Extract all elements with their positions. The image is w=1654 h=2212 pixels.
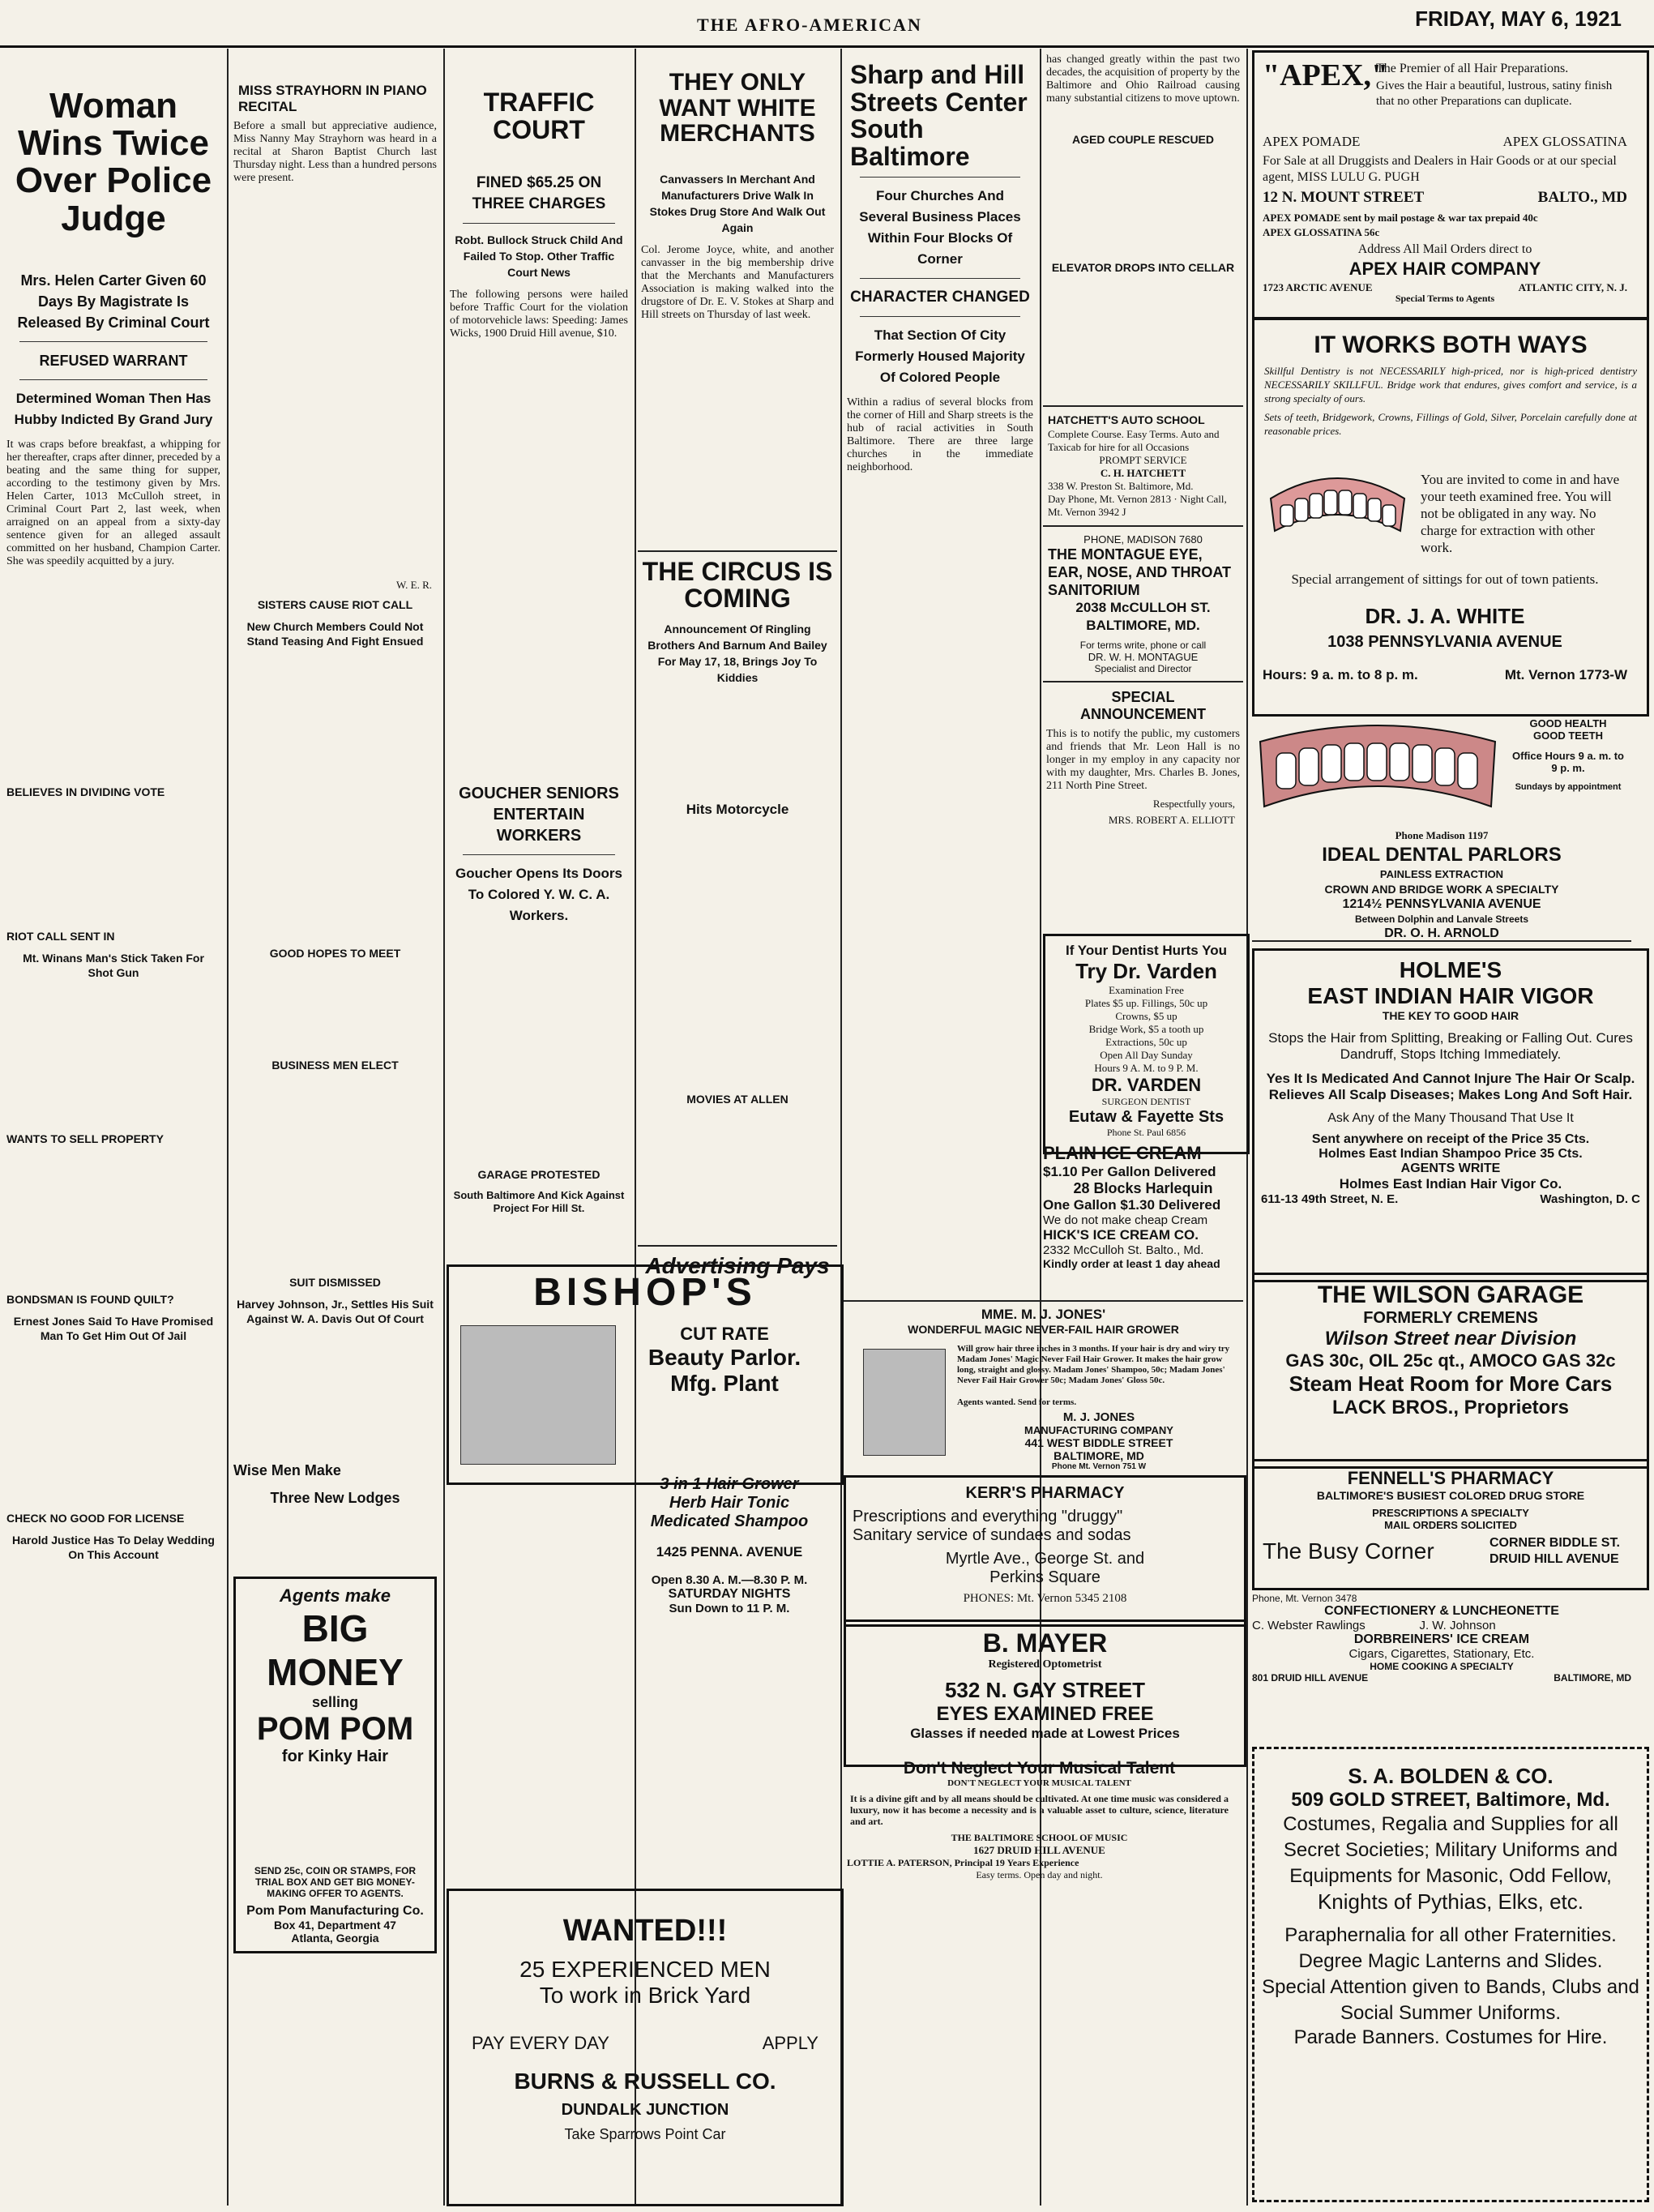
bishops-name: BISHOP'S [533,1271,757,1314]
holmes-l2: Yes It Is Medicated And Cannot Injure The Hair Or Scalp. Relieves All Scalp Diseases; Makes Long And Soft Hair. [1266,1071,1635,1102]
headline-traffic-court: TRAFFIC COURT [483,88,595,144]
holmes-l1: Stops the Hair from Splitting, Breaking or Falling Out. Cures Dandruff, Stops Itching Immediately. [1268,1030,1633,1062]
montague-address: 2038 McCULLOH ST. BALTIMORE, MD. [1075,600,1211,633]
ideal-between: Between Dolphin and Lanvale Streets [1354,913,1529,925]
article-body-filler [230,1517,440,1573]
ad-pom-pom-name: POM POM [256,1711,414,1747]
ad-agents-make: Agents make [280,1585,391,1606]
teeth-icon [1263,466,1413,555]
bolden-l2: Knights of Pythias, Elks, etc. [1317,1889,1584,1914]
jones-portrait [863,1349,946,1456]
divider [19,341,207,342]
column-5 [844,49,1036,1297]
white-special: Special arrangement of sittings for out of town patients. [1291,571,1599,587]
music-address: 1627 DRUID HILL AVENUE [973,1844,1105,1856]
montague-terms: For terms write, phone or call [1079,640,1207,651]
ad-big-money: BIG MONEY [267,1607,404,1693]
ad-holmes [1252,948,1649,1282]
fennell-mail: MAIL ORDERS SOLICITED [1384,1519,1517,1531]
divider [19,379,207,380]
varden-l1: If Your Dentist Hurts You [1066,943,1227,958]
white-phone: Mt. Vernon 1773-W [1504,667,1627,682]
ad-music [847,1759,1232,1881]
deck-ernest-jones: Ernest Jones Said To Have Promised Man To Get Him Out Of Jail [13,1314,214,1342]
divider [860,177,1020,178]
holmes-l4: Sent anywhere on receipt of the Price 35 Cts. [1311,1132,1590,1146]
bishops-details [623,1324,826,1397]
article-body: Within a radius of several blocks from the corner of Hill and Sharp streets is the hub of racial activities in South Baltimore. There are three large churches in the immediate neighborhood. [847,396,1033,474]
ad-kinky-hair: for Kinky Hair [281,1748,389,1765]
varden-l5: Crowns, $5 up [1115,1010,1177,1022]
headline-woman-wins: Woman Wins Twice Over Police Judge [15,86,212,238]
divider [463,223,615,224]
ideal-painless: PAINLESS EXTRACTION [1379,868,1504,880]
headline-elevator: ELEVATOR DROPS INTO CELLAR [1051,261,1235,274]
jones-co4: BALTIMORE, MD [1054,1449,1144,1462]
bolden-l1: Costumes, Regalia and Supplies for all Secret Societies; Military Uniforms and Equipments for Masonic, Odd Fellow, [1283,1813,1618,1887]
article-body-filler [3,1351,224,1505]
mayer-glasses: Glasses if needed made at Lowest Prices [910,1726,1180,1741]
holmes-l7: Holmes East Indian Hair Vigor Co. [1339,1176,1562,1192]
bishops-hours: Open 8.30 A. M.—8.30 P. M. [651,1573,808,1587]
headline-suit: SUIT DISMISSED [289,1276,381,1289]
ideal-doctor: DR. O. H. ARNOLD [1384,926,1499,940]
fennell-rx: PRESCRIPTIONS A SPECIALTY [1372,1507,1529,1519]
headline-aged-couple: AGED COUPLE RESCUED [1071,133,1215,146]
divider [1043,525,1243,527]
apex-pomade: APEX POMADE [1263,134,1361,149]
ad-send: SEND 25c, COIN OR STAMPS, FOR TRIAL BOX AND GET BIG MONEY-MAKING OFFER TO AGENTS. [254,1865,417,1899]
signature: W. E. R. [396,579,432,591]
bolden-l5: Parade Banners. Costumes for Hire. [1293,2026,1608,2048]
hatchett-line5: Day Phone, Mt. Vernon 2813 · Night Call, Mt. Vernon 3942 J [1048,493,1227,518]
article-body-filler [230,1075,440,1269]
divider [638,550,837,552]
kerr-l4: Perkins Square [989,1568,1101,1586]
white-invite: You are invited to come in and have your teeth examined free. You will not be obligated in any way. No charge for extraction with other work. [1421,472,1620,555]
column-2 [230,49,440,2206]
holmes-l3: Ask Any of the Many Thousand That Use It [1327,1111,1574,1125]
article-body-filler [230,657,440,940]
apex-glossatina-price: APEX GLOSSATINA 56c [1263,226,1380,238]
varden-l8: Open All Day Sunday [1100,1049,1193,1061]
article-body-filler [1043,277,1243,399]
special-announcement: ANNOUNCEMENT [1080,706,1206,722]
ad-rawlings [1252,1593,1631,1684]
bishops-addr: 1425 PENNA. AVENUE [656,1544,803,1560]
holmes-title: HOLME'S [1399,957,1502,982]
special-heading: SPECIAL [1111,689,1175,705]
deck-carter: Mrs. Helen Carter Given 60 Days By Magistrate Is Released By Criminal Court [17,272,210,331]
column-rule [1040,49,1041,2206]
column-rule [635,49,636,2206]
rawlings-title: CONFECTIONERY & LUNCHEONETTE [1324,1604,1559,1618]
wilson-title: THE WILSON GARAGE [1317,1281,1584,1308]
rawlings-phone: Phone, Mt. Vernon 3478 [1252,1593,1357,1604]
article-body-filler [1043,149,1243,255]
masthead [0,0,1654,48]
divider [1043,681,1243,682]
ideal-sundays: Sundays by appointment [1515,782,1622,792]
ad-jones [844,1300,1243,1472]
mayer-title: Registered Optometrist [988,1658,1102,1671]
white-hours-row [1263,667,1627,683]
varden-l2: Try Dr. Varden [1075,959,1217,983]
headline-sisters: SISTERS CAUSE RIOT CALL [257,598,413,611]
ad-ice-cream [1043,1143,1243,1270]
hatchett-title: HATCHETT'S AUTO SCHOOL [1048,413,1205,426]
deck-canvassers: Canvassers In Merchant And Manufacturers Drive Walk In Stokes Drug Store And Walk Out Again [649,172,826,234]
deck-grand-jury: Determined Woman Then Has Hubby Indicted By Grand Jury [14,390,213,427]
wanted-pay: PAY EVERY DAY [472,2033,609,2053]
white-address: 1038 PENNSYLVANIA AVENUE [1327,633,1562,651]
kerr-phones: PHONES: Mt. Vernon 5345 2108 [963,1592,1127,1605]
wanted-apply: APPLY [762,2033,818,2053]
ad-selling: selling [311,1694,358,1710]
column-rule [227,49,229,2206]
ad-bishops [447,1264,844,1485]
holmes-addr: 611-13 49th Street, N. E. [1261,1192,1399,1206]
apex-glossatina: APEX GLOSSATINA [1502,134,1627,149]
ice-l2: $1.10 Per Gallon Delivered [1043,1164,1216,1179]
article-body-filler [638,694,837,791]
rawlings-names: C. Webster Rawlings J. W. Johnson [1252,1619,1496,1632]
deck-ringling: Announcement Of Ringling Brothers And Barnum And Bailey For May 17, 18, Brings Joy To Kiddies [647,622,827,684]
holmes-city: Washington, D. C [1540,1192,1640,1206]
column-1 [3,49,224,2206]
deck-fined: FINED $65.25 ON THREE CHARGES [472,174,606,213]
varden-l3: Examination Free [1109,984,1184,996]
ad-bolden [1252,1747,1649,2202]
kerr-l2: Sanitary service of sundaes and sodas [853,1526,1131,1544]
special-sig2: MRS. ROBERT A. ELLIOTT [1108,814,1235,826]
ad-montague [1043,533,1243,674]
apex-products [1263,134,1627,150]
deck-refused-warrant: REFUSED WARRANT [39,352,188,369]
deck-lodges: Three New Lodges [270,1490,400,1506]
mayer-address: 532 N. GAY STREET [944,1678,1146,1702]
fennell-sub: BALTIMORE'S BUSIEST COLORED DRUG STORE [1316,1489,1585,1502]
bolden-title: S. A. BOLDEN & CO. [1348,1764,1554,1788]
wanted-pay-row [472,2033,818,2054]
column-3 [447,49,631,2206]
article-body-filler [3,802,224,923]
varden-l6: Bridge Work, $5 a tooth up [1088,1023,1204,1035]
fennell-corner1: CORNER BIDDLE ST. [1489,1536,1620,1550]
apex-terms: Special Terms to Agents [1395,293,1495,304]
hatchett-line3: C. H. HATCHETT [1100,467,1186,479]
storefront-photo [460,1325,616,1465]
ideal-side [1511,717,1625,792]
wanted-company: BURNS & RUSSELL CO. [514,2069,776,2094]
apex-sale: For Sale at all Druggists and Dealers in Hair Goods or at our special agent, MISS LULU G. PUGH [1263,154,1617,184]
article-body-continued: has changed greatly within the past two decades, the acquisition of property by the Baltimore and Ohio Railroad causing many substantial citizens to move uptown. [1046,53,1240,105]
music-principal: LOTTIE A. PATERSON, Principal 19 Years Experience [847,1857,1079,1868]
special-body: This is to notify the public, my customers and friends that Mr. Leon Hall is no longer in my employ in any capacity nor with my daughter, Mrs. Charles B. Jones, 211 North Pine Street. [1046,728,1240,792]
bishops-p3: Medicated Shampoo [650,1512,809,1530]
hatchett-line1: Complete Course. Easy Terms. Auto and Taxicab for hire for all Occasions [1048,428,1220,453]
wanted-line1: 25 EXPERIENCED MEN [519,1957,771,1982]
special-sig1: Respectfully yours, [1152,798,1235,810]
ad-pom-pom [233,1577,437,1953]
headline-business-men: BUSINESS MEN ELECT [271,1059,399,1072]
jones-agents: Agents wanted. Send for terms. [957,1397,1077,1407]
apex-co-addr: 1723 ARCTIC AVENUE [1263,281,1373,293]
rawlings-addr-row [1252,1672,1631,1684]
wilson-steam: Steam Heat Room for More Cars [1289,1371,1613,1396]
headline-riot-call: RIOT CALL SENT IN [6,929,115,943]
fennell-title: FENNELL'S PHARMACY [1347,1468,1554,1488]
ideal-good-health: GOOD HEALTH [1529,717,1607,729]
article-body: The following persons were hailed before Traffic Court for the violation of motorvehicle laws: Speeding: James Wicks, 1900 Druid Hill avenue, $10. [450,289,628,340]
divider [860,278,1020,279]
ad-wanted [447,1889,844,2206]
deck-church-members: New Church Members Could Not Stand Teasing And Fight Ensued [246,620,424,648]
deck-that-section: That Section Of City Formerly Housed Majority Of Colored People [855,327,1025,386]
apex-co-city: ATLANTIC CITY, N. J. [1518,281,1627,293]
varden-name: DR. VARDEN [1091,1075,1202,1095]
bishops-beauty: Beauty Parlor. [647,1345,801,1370]
deck-four-churches: Four Churches And Several Business Places Within Four Blocks Of Corner [859,188,1021,267]
varden-l4: Plates $5 up. Fillings, 50c up [1084,997,1208,1009]
deck-harvey-johnson: Harvey Johnson, Jr., Settles His Suit Against W. A. Davis Out Of Court [237,1298,434,1325]
ad-pom-city: Atlanta, Georgia [291,1932,379,1945]
wilson-gas: GAS 30c, OIL 25c qt., AMOCO GAS 32c [1285,1350,1616,1371]
apex-company: APEX HAIR COMPANY [1348,259,1541,279]
denture-illustration [1263,466,1413,555]
mayer-name: B. MAYER [982,1628,1108,1658]
fennell-busy: The Busy Corner [1263,1538,1434,1564]
rawlings-cigars: Cigars, Cigarettes, Stationary, Etc. [1348,1647,1535,1661]
jones-co1: M. J. JONES [1062,1410,1135,1424]
ideal-crown: CROWN AND BRIDGE WORK A SPECIALTY [1324,883,1559,896]
bishops-lower [624,1475,835,1615]
ideal-office: Office Hours 9 a. m. to 9 p. m. [1512,750,1624,774]
ad-mayer [844,1619,1246,1767]
ice-l7: 2332 McCulloh St. Balto., Md. [1043,1243,1204,1257]
article-body-filler [230,1334,440,1456]
jones-co3: 441 WEST BIDDLE STREET [1024,1436,1173,1449]
apex-agent-city: BALTO., MD [1537,189,1627,206]
hatchett-line4: 338 W. Preston St. Baltimore, Md. [1048,480,1194,492]
column-rule [443,49,445,2206]
ad-fennells [1252,1459,1649,1590]
wilson-street: Wilson Street near Division [1324,1328,1577,1350]
bishops-p2: Herb Hair Tonic [669,1494,790,1512]
headline-dividing-vote: BELIEVES IN DIVIDING VOTE [6,785,165,798]
wanted-title: WANTED!!! [562,1914,728,1948]
article-body: It was craps before breakfast, a whipping for her thereafter, craps after dinner, preceded by a beating and the same thing for supper, according to the testimony given by Mrs. Helen Carter, 1013 McCulloh street, in Criminal Court Part 2, last week, when arraigned on an appeal from a sixty-day sentence given for an alleged assault committed on her husband, Champion Carter. She was speedily acquitted by a jury. [6,438,220,567]
wilson-formerly: FORMERLY CREMENS [1363,1309,1538,1327]
deck-character-changed: CHARACTER CHANGED [850,289,1030,306]
ad-dr-white [1252,318,1649,717]
varden-title: SURGEON DENTIST [1101,1096,1191,1107]
deck-bullock: Robt. Bullock Struck Child And Failed To Stop. Other Traffic Court News [455,233,623,280]
ad-apex [1252,50,1649,319]
headline-wise-men: Wise Men Make [233,1462,341,1478]
jones-co5: Phone Mt. Vernon 751 W [1051,1462,1147,1471]
ad-varden [1043,934,1250,1154]
ideal-phone: Phone Madison 1197 [1395,829,1489,841]
headline-check: CHECK NO GOOD FOR LICENSE [6,1511,185,1525]
jones-co2: MANUFACTURING COMPANY [1024,1424,1173,1436]
rawlings-dorbreiners: DORBREINERS' ICE CREAM [1353,1632,1530,1646]
wanted-place: DUNDALK JUNCTION [561,2101,729,2119]
article-body-filler [3,1149,224,1286]
ad-pom-body-filler [246,1771,425,1860]
article-body: Before a small but appreciative audience, Miss Nanny May Strayhorn was heard in a recital at Sharon Baptist Church last Thursday night. Less than a hundred persons were present. [233,120,437,184]
mayer-free: EYES EXAMINED FREE [936,1703,1154,1725]
headline-hits-motorcycle: Hits Motorcycle [686,801,789,817]
ad-pom-address: Box 41, Department 47 [274,1919,396,1932]
holmes-l6: AGENTS WRITE [1400,1162,1501,1175]
white-body: Skillful Dentistry is not NECESSARILY high-priced, nor is high-priced dentistry NECESSARILY SKILLFUL. Bridge work that endures, gives comfort and service, is a strong specialty of ours. [1264,365,1637,404]
apex-title: "APEX," [1263,58,1389,92]
white-title: IT WORKS BOTH WAYS [1314,332,1588,358]
column-4 [638,49,837,827]
article-body: Col. Jerome Joyce, white, and another canvasser in the big membership drive that the Merchants and Manufacturers Association is making walked into the drugstore of Dr. E. V. Stokes at Sharp and Hill streets on Thursday of last week. [641,243,834,321]
holmes-key: THE KEY TO GOOD HAIR [1382,1009,1519,1022]
deck-goucher: Goucher Opens Its Doors To Colored Y. W. C. A. Workers. [455,866,622,924]
headline-strayhorn: MISS STRAYHORN IN PIANO RECITAL [238,83,427,114]
montague-specialist: Specialist and Director [1094,663,1192,674]
bishops-cut-rate: CUT RATE [680,1324,769,1344]
holmes-addr-row [1261,1192,1640,1206]
montague-doctor: DR. W. H. MONTAGUE [1088,651,1199,663]
ad-ideal-dental [1252,709,1631,942]
rawlings-address: 801 DRUID HILL AVENUE [1252,1672,1369,1684]
ice-l1: PLAIN ICE CREAM [1043,1143,1202,1163]
deck-south-baltimore: South Baltimore And Kick Against Project For Hill St. [453,1189,625,1215]
montague-title: THE MONTAGUE EYE, EAR, NOSE, AND THROAT SANITORIUM [1048,546,1232,598]
headline-wants-to-sell: WANTS TO SELL PROPERTY [6,1132,164,1145]
apex-agent-addr: 12 N. MOUNT STREET [1263,189,1425,206]
varden-l7: Extractions, 50c up [1105,1036,1187,1048]
headline-goucher: GOUCHER SENIORS ENTERTAIN WORKERS [459,785,619,845]
music-sub: DON'T NEGLECT YOUR MUSICAL TALENT [947,1778,1131,1788]
advertising-pays: Advertising Pays [645,1253,830,1278]
ideal-address: 1214½ PENNSYLVANIA AVENUE [1342,897,1541,911]
jones-title: MME. M. J. JONES' [981,1307,1106,1322]
ice-l4: One Gallon $1.30 Delivered [1043,1197,1221,1213]
montague-phone: PHONE, MADISON 7680 [1083,533,1203,546]
headline-movies-allen: MOVIES AT ALLEN [686,1093,789,1106]
varden-phone: Phone St. Paul 6856 [1106,1127,1186,1138]
headline-white-merchants: THEY ONLY WANT WHITE MERCHANTS [659,69,816,147]
bishops-sat: SATURDAY NIGHTS [668,1587,791,1601]
ice-l8: Kindly order at least 1 day ahead [1043,1257,1220,1270]
divider [1043,405,1243,407]
varden-l9: Hours 9 A. M. to 9 P. M. [1094,1062,1199,1074]
fennell-corner2: DRUID HILL AVENUE [1489,1552,1619,1566]
headline-bondsman: BONDSMAN IS FOUND QUILT? [6,1292,174,1306]
dental-plate-icon [1252,717,1503,823]
bishops-mfg: Mfg. Plant [670,1371,779,1396]
ad-kerrs [844,1475,1246,1627]
wilson-lack: LACK BROS., Proprietors [1331,1397,1570,1418]
white-hours: Hours: 9 a. m. to 8 p. m. [1263,667,1418,682]
divider [860,316,1020,317]
holmes-sub: EAST INDIAN HAIR VIGOR [1307,983,1594,1008]
jones-sub: WONDERFUL MAGIC NEVER-FAIL HAIR GROWER [908,1323,1179,1336]
bolden-l4: Special Attention given to Bands, Clubs and Social Summer Uniforms. [1262,1976,1639,2024]
divider [463,854,615,855]
headline-circus: THE CIRCUS IS COMING [642,556,833,614]
ad-pom-company: Pom Pom Manufacturing Co. [246,1904,424,1918]
apex-orders: Address All Mail Orders direct to [1357,242,1532,256]
article-body-filler [447,935,631,1162]
music-body: It is a divine gift and by all means should be cultivated. At one time music was considered a luxury, now it has become a necessity and is a valuable asset to culture, science, literature and art. [850,1793,1229,1827]
column-rule [840,49,842,2206]
article-body-filler [230,963,440,1052]
apex-agent-addr-row [1263,189,1627,207]
paper-name: THE AFRO-AMERICAN [697,15,922,35]
hatchett-line2: PROMPT SERVICE [1099,454,1187,466]
deck-stick: Mt. Winans Man's Stick Taken For Shot Gun [23,951,204,979]
rawlings-city: BALTIMORE, MD [1554,1672,1631,1684]
ice-l5: We do not make cheap Cream [1043,1213,1208,1227]
headline-sharp-hill: Sharp and Hill Streets Center South Baltimore [850,60,1028,171]
bolden-address: 509 GOLD STREET, Baltimore, Md. [1291,1789,1610,1811]
bishops-p1: 3 in 1 Hair Grower [660,1475,799,1493]
music-title: Don't Neglect Your Musical Talent [903,1759,1176,1778]
issue-date: FRIDAY, MAY 6, 1921 [1415,6,1622,31]
ideal-title: IDEAL DENTAL PARLORS [1322,844,1562,866]
bishops-sun: Sun Down to 11 P. M. [669,1602,790,1615]
kerr-l1: Prescriptions and everything "druggy" [853,1508,1123,1525]
article-body-filler [3,988,224,1126]
article-body-filler [638,1109,837,1239]
kerr-l3: Myrtle Ave., George St. and [945,1550,1145,1568]
apex-pomade-price: APEX POMADE sent by mail postage & war tax prepaid 40c [1263,212,1538,224]
jones-company [989,1410,1208,1471]
headline-good-hopes: GOOD HOPES TO MEET [269,947,401,960]
apex-tag1: The Premier of all Hair Preparations. [1376,62,1569,75]
varden-address: Eutaw & Fayette Sts [1068,1108,1224,1126]
music-terms: Easy terms. Open day and night. [976,1869,1103,1880]
wanted-line2: To work in Brick Yard [539,1983,751,2008]
white-sets: Sets of teeth, Bridgework, Crowns, Fillings of Gold, Silver, Porcelain carefully done at reasonable prices. [1264,411,1637,437]
deck-harold-justice: Harold Justice Has To Delay Wedding On This Account [12,1533,215,1561]
kerr-title: KERR'S PHARMACY [965,1484,1125,1502]
ad-hatchett [1043,413,1243,519]
apex-tag2: Gives the Hair a beautiful, lustrous, satiny finish that no other Preparations can duplicate. [1376,79,1613,108]
white-name: DR. J. A. WHITE [1365,604,1525,628]
bolden-l3: Paraphernalia for all other Fraternities. Degree Magic Lanterns and Slides. [1284,1924,1617,1972]
holmes-l5: Holmes East Indian Shampoo Price 35 Cts. [1318,1147,1583,1161]
jones-body: Will grow hair three inches in 3 months. If your hair is dry and wiry try Madam Jones' Magic Never Fail Hair Grower. It makes the hair grow long, straight and glossy. Madam Jones' Shampoo, 50c; Madam Jones' Never Fail Hair Grower 50c; Madam Jones' Gloss 50c. [957,1344,1230,1385]
ad-wilson-garage [1252,1273,1649,1469]
wanted-car: Take Sparrows Point Car [564,2126,726,2142]
ideal-good-teeth: GOOD TEETH [1533,729,1603,742]
ice-l3: 28 Blocks Harlequin [1073,1180,1213,1196]
ice-l6: HICK'S ICE CREAM CO. [1043,1227,1199,1243]
headline-garage-protested: GARAGE PROTESTED [477,1168,600,1182]
music-school: THE BALTIMORE SCHOOL OF MUSIC [951,1832,1128,1843]
rawlings-home: HOME COOKING A SPECIALTY [1370,1661,1514,1672]
divider [638,1245,837,1247]
column-4-lower [638,1086,837,1279]
